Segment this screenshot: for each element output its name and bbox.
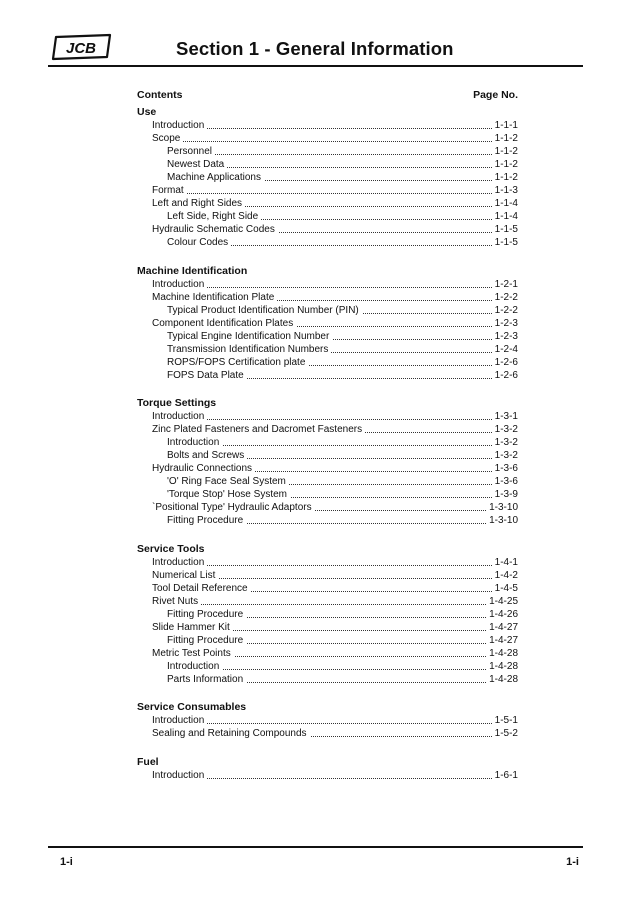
- toc-entry-label: Bolts and Screws: [167, 450, 247, 461]
- toc-entry-label: Rivet Nuts: [152, 596, 201, 607]
- toc-entry[interactable]: [167, 145, 518, 158]
- toc-entry-page: 1-1-5: [494, 224, 518, 235]
- toc-entry-page: 1-2-3: [494, 330, 518, 342]
- toc-entry[interactable]: [167, 369, 518, 382]
- toc-entry-label: Component Identification Plates: [152, 318, 296, 329]
- toc-entry-label: Fitting Procedure: [167, 635, 246, 646]
- toc-entry-page: 1-2-6: [494, 356, 518, 368]
- toc-entry-page: 1-1-5: [494, 237, 518, 248]
- toc-entry[interactable]: [167, 158, 518, 171]
- toc-entry[interactable]: [152, 197, 518, 210]
- toc-entry-label: 'O' Ring Face Seal System: [167, 476, 289, 487]
- toc-entry[interactable]: [152, 223, 518, 236]
- toc-entry[interactable]: [167, 236, 518, 249]
- toc-entry-label: Typical Engine Identification Number: [167, 331, 332, 342]
- toc-entry-label: Transmission Identification Numbers: [167, 344, 331, 355]
- toc-entry-page: 1-4-25: [489, 595, 518, 607]
- toc-entry-label: Machine Applications: [167, 172, 264, 183]
- jcb-logo: [50, 33, 114, 61]
- toc-entry-page: 1-4-27: [489, 634, 518, 646]
- toc-entry-label: Introduction: [152, 411, 207, 422]
- toc-entry-label: Introduction: [167, 437, 222, 448]
- toc-entry[interactable]: [167, 343, 518, 356]
- section-gap: [137, 527, 518, 543]
- section-title: Machine Identification: [137, 264, 248, 277]
- toc-entry-label: Typical Product Identification Number (PIN): [167, 305, 362, 316]
- toc-entry-page: 1-1-4: [494, 198, 518, 209]
- toc-entry-page: 1-2-2: [494, 304, 518, 316]
- section-title: Service Tools: [137, 542, 205, 555]
- toc-entry-label: Metric Test Points: [152, 648, 234, 659]
- toc-entry[interactable]: [167, 436, 518, 449]
- toc-entry[interactable]: [167, 514, 518, 527]
- toc-entry-page: 1-2-1: [494, 278, 518, 290]
- toc-entry[interactable]: [152, 595, 518, 608]
- toc-entry-page: 1-1-2: [494, 172, 518, 183]
- toc-entry-page: 1-2-6: [494, 369, 518, 381]
- toc-entry-page: 1-1-2: [494, 146, 518, 157]
- toc-entry-page: 1-3-1: [494, 411, 518, 422]
- toc-entry-page: 1-3-9: [494, 489, 518, 500]
- toc-entry-page: 1-1-3: [494, 185, 518, 196]
- page-no-label: Page No.: [473, 89, 518, 101]
- toc-entry[interactable]: [167, 171, 518, 184]
- contents-label: Contents: [137, 89, 183, 101]
- section-title: Service Consumables: [137, 701, 247, 713]
- section-title: Torque Settings: [137, 397, 217, 409]
- footer-page-left: 1-i: [60, 856, 73, 868]
- toc-entry[interactable]: [152, 184, 518, 197]
- toc-entry-label: Parts Information: [167, 674, 246, 685]
- toc-entry-label: Slide Hammer Kit: [152, 622, 233, 633]
- toc-entry-label: ROPS/FOPS Certification plate: [167, 357, 308, 368]
- section-title: Use: [137, 106, 157, 118]
- contents-header: [137, 89, 518, 101]
- section-gap: [137, 249, 518, 265]
- toc-entry-label: Sealing and Retaining Compounds: [152, 728, 310, 739]
- toc-entry-label: Hydraulic Schematic Codes: [152, 224, 278, 235]
- footer-page-right: 1-i: [566, 856, 579, 868]
- toc-entry-page: 1-4-28: [489, 673, 518, 685]
- toc-entry-label: Personnel: [167, 146, 215, 157]
- toc-entry[interactable]: [152, 119, 518, 132]
- toc-entry-page: 1-3-2: [494, 424, 518, 435]
- footer-rule: [48, 846, 583, 848]
- toc-entry-page: 1-3-6: [494, 476, 518, 487]
- toc-entry-label: 'Torque Stop' Hose System: [167, 489, 290, 500]
- toc-entry[interactable]: [167, 356, 518, 369]
- section-title: Fuel: [137, 755, 159, 768]
- toc-entry-label: Newest Data: [167, 159, 227, 170]
- toc-entry-label: Left Side, Right Side: [167, 211, 261, 222]
- toc-entry-page: 1-4-1: [494, 556, 518, 568]
- toc-entry[interactable]: [167, 304, 518, 317]
- toc-entry-label: Introduction: [152, 279, 207, 290]
- toc-entry-label: Machine Identification Plate: [152, 292, 277, 303]
- page-title: Section 1 - General Information: [176, 38, 454, 59]
- dot-leader: [152, 603, 518, 605]
- toc-entry[interactable]: [152, 291, 518, 304]
- toc-entry[interactable]: [167, 330, 518, 343]
- toc-entry-page: 1-1-2: [494, 159, 518, 170]
- toc-entry[interactable]: [152, 582, 518, 595]
- toc-entry-label: FOPS Data Plate: [167, 370, 247, 381]
- toc-entry-page: 1-3-10: [489, 502, 518, 513]
- dot-leader: [167, 153, 518, 155]
- section-gap: [137, 740, 518, 756]
- toc-entry-label: Colour Codes: [167, 237, 231, 248]
- toc-entry[interactable]: [167, 673, 518, 686]
- section-gap: [137, 382, 518, 398]
- toc-entry[interactable]: [152, 410, 518, 423]
- toc-entry-page: 1-4-27: [489, 621, 518, 633]
- toc-entry-label: Scope: [152, 133, 183, 144]
- toc-entry[interactable]: [152, 317, 518, 330]
- toc-entry-page: 1-4-5: [494, 582, 518, 594]
- toc-entry-page: 1-2-4: [494, 343, 518, 355]
- toc-entry[interactable]: [167, 475, 518, 488]
- toc-entry[interactable]: [167, 210, 518, 223]
- toc-entry[interactable]: [167, 660, 518, 673]
- toc-entry-page: 1-5-2: [494, 728, 518, 739]
- toc-entry-page: 1-4-2: [494, 569, 518, 581]
- toc-entry[interactable]: [152, 278, 518, 291]
- toc-entry-page: 1-2-2: [494, 291, 518, 303]
- toc-entry-label: Introduction: [152, 715, 207, 726]
- toc-entry-label: Introduction: [152, 770, 207, 781]
- toc-entry-label: Introduction: [167, 661, 222, 672]
- toc-entry-page: 1-1-4: [494, 211, 518, 222]
- toc-entry-label: Fitting Procedure: [167, 609, 246, 620]
- toc-entry-label: Hydraulic Connections: [152, 463, 255, 474]
- toc-entry[interactable]: [167, 634, 518, 647]
- toc-entry-label: Introduction: [152, 120, 207, 131]
- section-gap: [137, 686, 518, 702]
- toc-entry-page: 1-6-1: [494, 769, 518, 781]
- toc-entry[interactable]: [152, 714, 518, 727]
- toc-entry-page: 1-1-2: [494, 133, 518, 144]
- toc-entry-page: 1-5-1: [494, 715, 518, 726]
- toc-entry-page: 1-3-2: [494, 437, 518, 448]
- table-of-contents: [137, 106, 518, 782]
- toc-entry-page: 1-4-28: [489, 660, 518, 672]
- toc-entry-page: 1-4-28: [489, 647, 518, 659]
- toc-entry[interactable]: [167, 608, 518, 621]
- header-rule: [48, 65, 583, 67]
- toc-entry-label: Introduction: [152, 557, 207, 568]
- toc-entry[interactable]: [152, 423, 518, 436]
- toc-entry-page: 1-1-1: [494, 120, 518, 131]
- toc-entry[interactable]: [152, 462, 518, 475]
- toc-entry[interactable]: [152, 647, 518, 660]
- toc-entry-label: Fitting Procedure: [167, 515, 246, 526]
- toc-entry[interactable]: [152, 727, 518, 740]
- dot-leader: [152, 140, 518, 142]
- toc-entry-label: Zinc Plated Fasteners and Dacromet Fasteners: [152, 424, 365, 435]
- toc-entry[interactable]: [167, 449, 518, 462]
- toc-entry[interactable]: [152, 501, 518, 514]
- toc-entry-label: Left and Right Sides: [152, 198, 245, 209]
- logo-text: JCB: [65, 40, 97, 57]
- toc-entry-page: 1-3-6: [494, 463, 518, 474]
- toc-entry-page: 1-3-2: [494, 450, 518, 461]
- toc-entry[interactable]: [152, 569, 518, 582]
- toc-entry[interactable]: [167, 488, 518, 501]
- dot-leader: [152, 192, 518, 194]
- toc-entry[interactable]: [152, 132, 518, 145]
- toc-entry[interactable]: [152, 769, 518, 782]
- toc-entry-page: 1-3-10: [489, 515, 518, 526]
- toc-entry-label: Tool Detail Reference: [152, 583, 251, 594]
- toc-entry-label: `Positional Type' Hydraulic Adaptors: [152, 502, 315, 513]
- toc-entry-label: Numerical List: [152, 570, 218, 581]
- toc-entry-page: 1-4-26: [489, 608, 518, 620]
- toc-entry[interactable]: [152, 621, 518, 634]
- toc-entry[interactable]: [152, 556, 518, 569]
- toc-entry-page: 1-2-3: [494, 317, 518, 329]
- toc-entry-label: Format: [152, 185, 187, 196]
